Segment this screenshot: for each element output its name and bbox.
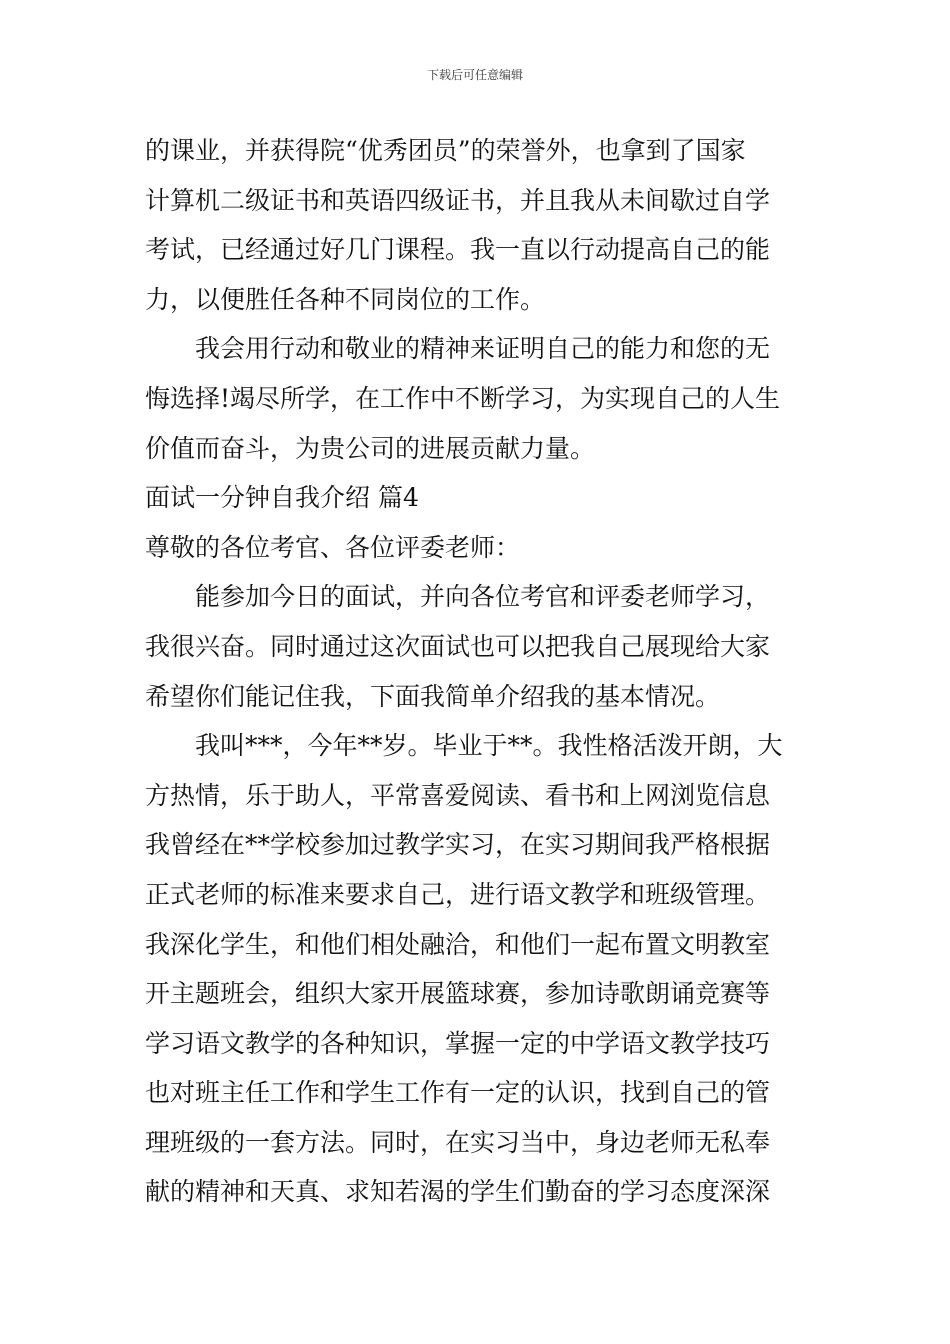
text-line: 希望你们能记住我，下面我简单介绍我的基本情况。 (145, 681, 721, 711)
text-line: 能参加今日的面试，并向各位考官和评委老师学习， (195, 582, 771, 612)
text-line: 计算机二级证书和英语四级证书，并且我从未间歇过自学 (145, 185, 771, 215)
text-line: 我深化学生，和他们相处融洽，和他们一起布置文明教室 (145, 929, 771, 959)
text-line: 理班级的一套方法。同时，在实习当中，身边老师无私奉 (145, 1127, 771, 1157)
text-line: 悔选择!竭尽所学，在工作中不断学习，为实现自己的人生 (145, 383, 781, 413)
text-line: 我曾经在**学校参加过教学实习，在实习期间我严格根据 (145, 830, 771, 860)
text-line: 献的精神和天真、求知若渴的学生们勤奋的学习态度深深 (145, 1177, 771, 1207)
text-line: 我会用行动和敬业的精神来证明自己的能力和您的无 (195, 334, 771, 364)
page-header: 下载后可任意编辑 (426, 68, 523, 82)
text-line: 开主题班会，组织大家开展篮球赛，参加诗歌朗诵竞赛等 (145, 979, 771, 1009)
text-line: 我叫***，今年**岁。毕业于**。我性格活泼开朗，大 (195, 731, 783, 761)
document-body (145, 126, 810, 1217)
text-line: 我很兴奋。同时通过这次面试也可以把我自己展现给大家 (145, 631, 771, 661)
text-line: 方热情，乐于助人，平常喜爱阅读、看书和上网浏览信息 (145, 780, 771, 810)
text-line: 面试一分钟自我介绍 篇4 (145, 483, 419, 513)
text-line: 力，以便胜任各种不同岗位的工作。 (145, 284, 546, 314)
text-line: 考试，已经通过好几门课程。我一直以行动提高自己的能 (145, 235, 771, 265)
text-line: 尊敬的各位考官、各位评委老师： (145, 532, 521, 562)
text-line: 正式老师的标准来要求自己，进行语文教学和班级管理。 (145, 879, 771, 909)
text-line: 价值而奋斗，为贵公司的进展贡献力量。 (145, 433, 596, 463)
text-line: 也对班主任工作和学生工作有一定的认识，找到自己的管 (145, 1078, 771, 1108)
text-line: 学习语文教学的各种知识，掌握一定的中学语文教学技巧 (145, 1028, 771, 1058)
text-line: 的课业，并获得院“优秀团员”的荣誉外，也拿到了国家 (145, 136, 746, 165)
